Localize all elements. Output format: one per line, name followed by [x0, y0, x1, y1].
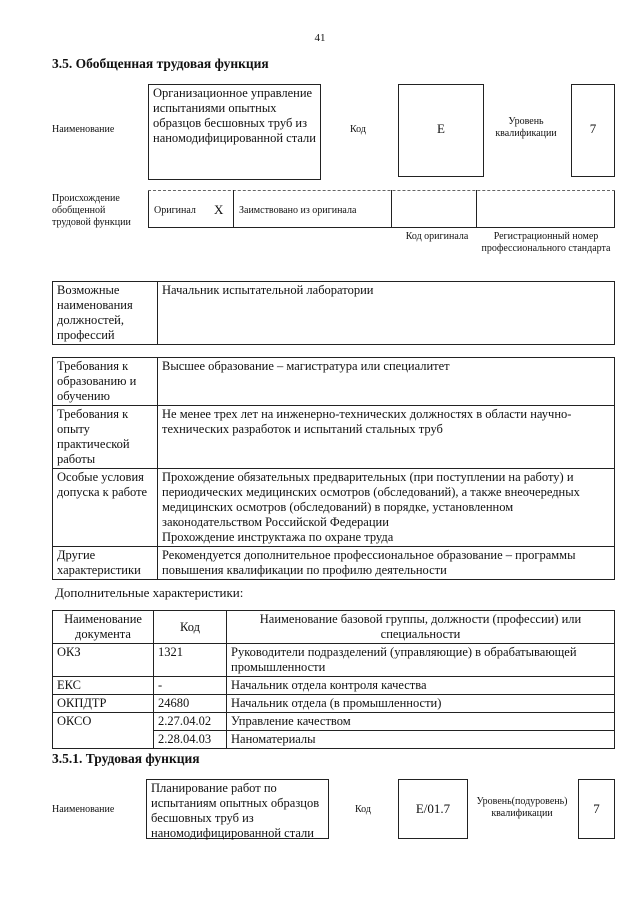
subsection-title: 3.5.1. Трудовая функция [52, 751, 200, 766]
tf-code-box [398, 779, 468, 839]
gtf-name-value: Организационное управление испытаниями опытных образцов бесшовных труб из наномодифицированной стали [148, 84, 321, 180]
gtf-name-label: Наименование [52, 124, 115, 135]
additional-header-name: Наименование базовой группы, должности (профессии) или специальности [227, 611, 615, 644]
positions-table [52, 281, 615, 345]
gtf-origin-code-caption: Код оригинала [405, 231, 469, 242]
tf-code-value: E/01.7 [415, 801, 451, 816]
additional-cell-code: 2.27.04.02 [154, 713, 227, 731]
additional-cell-doc: ОКЗ [53, 644, 154, 677]
gtf-reg-number-caption: Регистрационный номер профессионального стандарта [481, 231, 611, 254]
additional-cell-name: Управление качеством [227, 713, 615, 731]
additional-cell-doc: ОКСО [53, 713, 154, 731]
tf-level-box [578, 779, 615, 839]
additional-cell-doc: ЕКС [53, 677, 154, 695]
table-row [53, 731, 615, 749]
table-row [53, 677, 615, 695]
table-row [53, 713, 615, 731]
additional-header-code: Код [154, 611, 227, 644]
tf-level-label: Уровень(подуровень) квалификации [476, 796, 568, 819]
req-education-value: Высшее образование – магистратура или специалитет [158, 358, 615, 406]
gtf-level-box [571, 84, 615, 177]
positions-label: Возможные наименования должностей, профессий [53, 282, 158, 345]
req-experience-label: Требования к опыту практической работы [53, 406, 158, 469]
additional-cell-name: Наноматериалы [227, 731, 615, 749]
requirements-table [52, 357, 615, 580]
gtf-original-label: Оригинал [154, 205, 196, 216]
additional-cell-code: 24680 [154, 695, 227, 713]
additional-cell-doc: ОКПДТР [53, 695, 154, 713]
req-other-label: Другие характеристики [53, 547, 158, 580]
req-other-value: Рекомендуется дополнительное профессиональное образование – программы повышения квалификации по профилю деятельности [158, 547, 615, 580]
additional-cell-name: Начальник отдела контроля качества [227, 677, 615, 695]
req-admission-label: Особые условия допуска к работе [53, 469, 158, 547]
additional-cell-code: - [154, 677, 227, 695]
gtf-code-value: E [437, 121, 445, 136]
req-admission-value: Прохождение обязательных предварительных (при поступлении на работу) и периодических медицинских осмотров (обследований), а также внеочередных медицинских осмотров (обследований) в порядке, установленном законодательством Российской Федерации Прохождение инструктажа по охране труда [158, 469, 615, 547]
additional-header-doc: Наименование документа [53, 611, 154, 644]
additional-cell-code: 2.28.04.03 [154, 731, 227, 749]
req-experience-value: Не менее трех лет на инженерно-технических должностях в области научно-технических разработок и испытаний стальных труб [158, 406, 615, 469]
tf-name-label: Наименование [52, 804, 115, 815]
page-number: 41 [314, 32, 326, 44]
gtf-original-mark: X [214, 202, 224, 217]
additional-cell-doc [53, 731, 154, 749]
additional-cell-code: 1321 [154, 644, 227, 677]
table-row [53, 644, 615, 677]
additional-cell-name: Начальник отдела (в промышленности) [227, 695, 615, 713]
table-row [53, 695, 615, 713]
gtf-level-label: Уровень квалификации [495, 116, 557, 139]
gtf-origin-label: Происхождение обобщенной трудовой функции [52, 193, 131, 228]
additional-title: Дополнительные характеристики: [55, 585, 244, 600]
section-title: 3.5. Обобщенная трудовая функция [52, 56, 269, 71]
additional-cell-name: Руководители подразделений (управляющие) в обрабатывающей промышленности [227, 644, 615, 677]
gtf-borrowed-label: Заимствовано из оригинала [239, 205, 357, 216]
gtf-code-label: Код [350, 124, 366, 135]
gtf-code-box [398, 84, 484, 177]
tf-name-value: Планирование работ по испытаниям опытных образцов бесшовных труб из наномодифицированной стали [146, 779, 329, 839]
additional-table [52, 610, 615, 749]
tf-code-label: Код [355, 804, 371, 815]
gtf-level-value: 7 [589, 121, 597, 136]
tf-level-value: 7 [593, 801, 600, 816]
positions-value: Начальник испытательной лаборатории [158, 282, 615, 345]
req-education-label: Требования к образованию и обучению [53, 358, 158, 406]
